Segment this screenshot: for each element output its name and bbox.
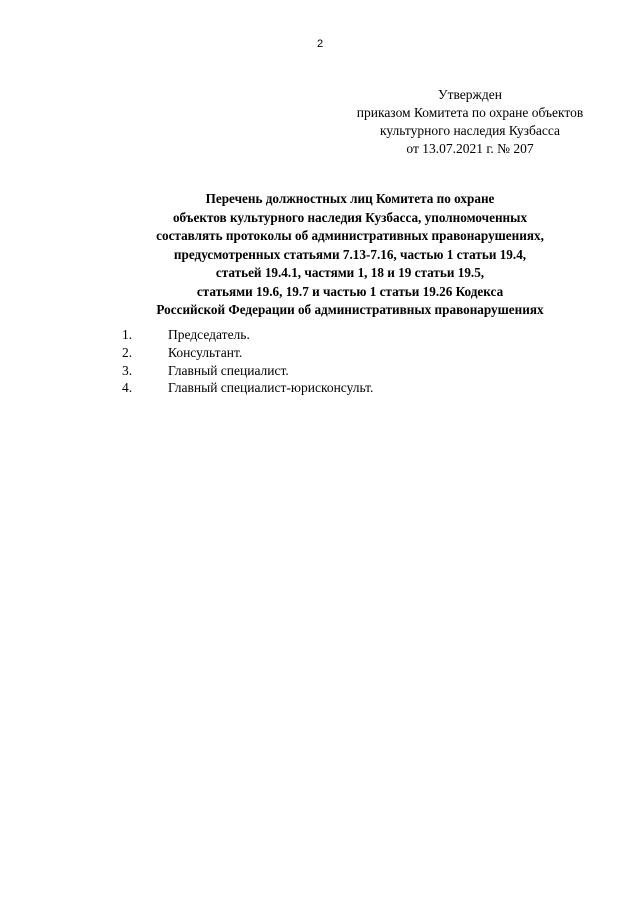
approval-line: Утвержден: [438, 87, 502, 102]
item-number: 3.: [122, 362, 133, 378]
approval-line: от 13.07.2021 г. № 207: [406, 141, 534, 156]
title-line: Российской Федерации об административных правонарушениях: [156, 302, 544, 317]
title-line: Перечень должностных лиц Комитета по охране: [205, 191, 495, 206]
list-item: [122, 379, 602, 397]
title-line: статьями 19.6, 19.7 и частью 1 статьи 19.26 Кодекса: [196, 283, 504, 299]
item-number: 1.: [122, 327, 133, 342]
item-text: Главный специалист.: [168, 362, 289, 378]
item-text: Председатель.: [168, 327, 250, 342]
item-number: 2.: [122, 344, 133, 360]
approval-line: приказом Комитета по охране объектов: [356, 105, 584, 120]
page-number: 2: [316, 38, 324, 50]
title-line: статьей 19.4.1, частями 1, 18 и 19 статьи 19.5,: [215, 265, 485, 280]
list-item: [122, 344, 602, 362]
title-line: предусмотренных статьями 7.13-7.16, частью 1 статьи 19.4,: [173, 246, 527, 262]
title-line: объектов культурного наследия Кузбасса, уполномоченных: [172, 209, 528, 225]
approval-block: [300, 86, 640, 158]
list-item: [122, 326, 602, 344]
approval-line: культурного наследия Кузбасса: [380, 123, 560, 138]
item-text: Главный специалист-юрисконсульт.: [168, 380, 374, 396]
positions-list: [122, 326, 602, 397]
document-title: [0, 190, 640, 320]
list-item: [122, 362, 602, 380]
title-line: составлять протоколы об административных правонарушениях,: [156, 228, 544, 243]
item-text: Консультант.: [168, 344, 243, 360]
item-number: 4.: [122, 380, 133, 396]
